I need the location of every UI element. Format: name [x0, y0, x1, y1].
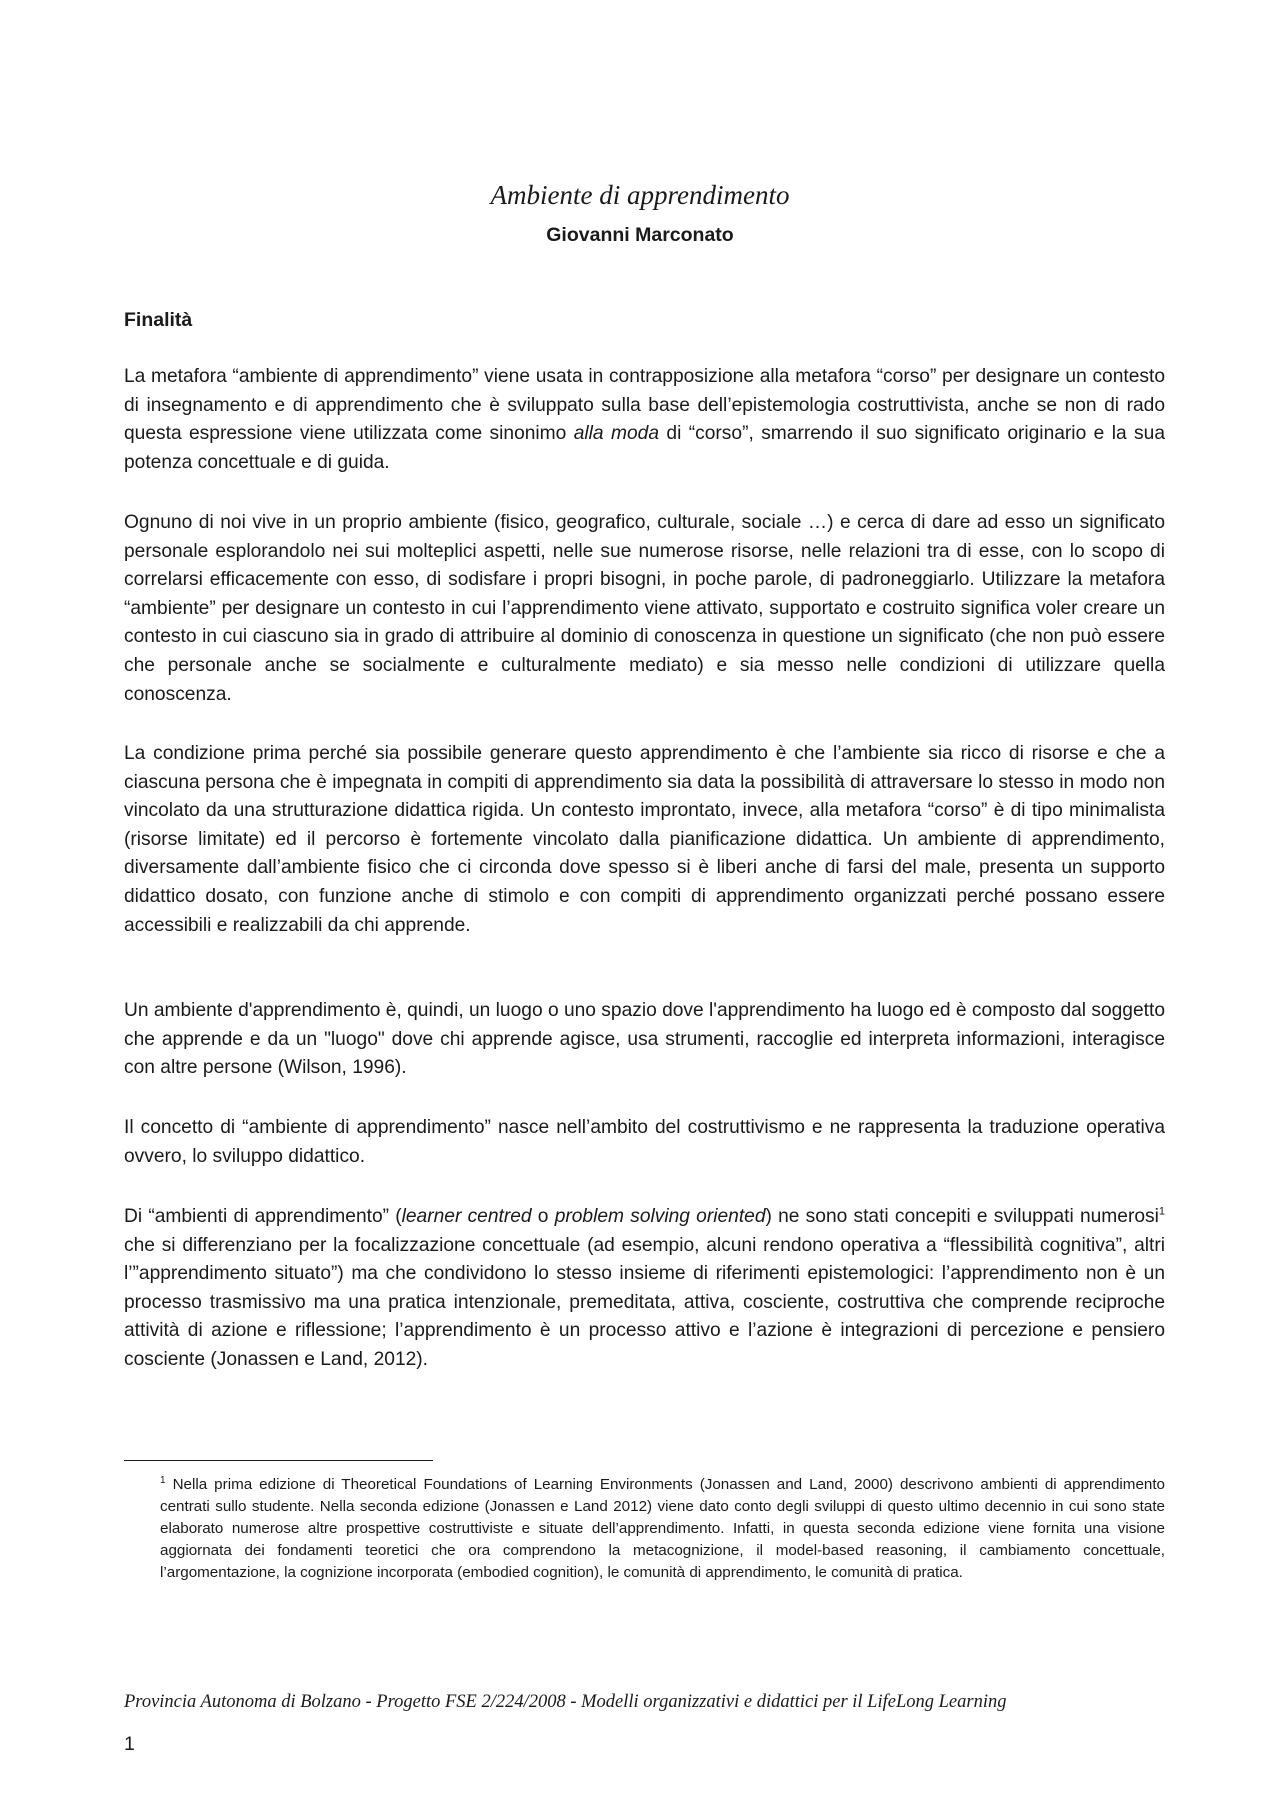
footnote-text: Nella prima edizione di Theoretical Foundations of Learning Environments (Jonassen and Land, 2000) descrivono ambienti di apprendimento centrati sullo studente. Nella seconda edizione (Jonassen e Land 2012) viene dato conto degli sviluppi di questo ultimo decennio in cui sono state elaborato numerose altre prospettive costruttiviste e situate dell’apprendimento. Infatti, in questa seconda edizione viene fornita una visione aggiornata dei fondamenti teoretici che ora comprendono la metacognizione, il model-based reasoning, il cambiamento concettuale, l’argomentazione, la cognizione incorporata (embodied cognition), le comunità di apprendimento, le comunità di pratica.: [160, 1476, 1165, 1581]
paragraph-6: Di “ambienti di apprendimento” (learner centred o problem solving oriented) ne sono stati concepiti e sviluppati numerosi$^1$ che si differenziano per la focalizzazione concettuale (ad esempio, alcuni rendono operativa a “flessibilità cognitiva”, altri l’”apprendimento situato”) ma che condividono lo stesso insieme di riferimenti epistemologici: l’apprendimento non è un processo trasmissivo ma una pratica intenzionale, premeditata, attiva, cosciente, costruttiva che comprende reciproche attività di azione e riflessione; l’apprendimento è un processo attivo e l’azione è integrazioni di percezione e pensiero cosciente (Jonassen e Land, 2012).: [124, 1205, 1165, 1370]
document-title: Ambiente di apprendimento: [490, 180, 790, 210]
paragraph-5: Il concetto di “ambiente di apprendimento” nasce nell’ambito del costruttivismo e ne rappresenta la traduzione operativa ovvero, lo sviluppo didattico.: [124, 1117, 1165, 1167]
paragraph-3: La condizione prima perché sia possibile generare questo apprendimento è che l’ambiente sia ricco di risorse e che a ciascuna persona che è impegnata in compiti di apprendimento sia data la possibilità di attraversare lo stesso in modo non vincolato da una strutturazione didattica rigida. Un contesto improntato, invece, alla metafora “corso” è di tipo minimalista (risorse limitate) ed il percorso è fortemente vincolato dalla pianificazione didattica. Un ambiente di apprendimento, diversamente dall’ambiente fisico che ci circonda dove spesso si è liberi anche di farsi del male, presenta un supporto didattico dosato, con funzione anche di stimolo e con compiti di apprendimento organizzati perché possano essere accessibili e realizzabili da chi apprende.: [124, 743, 1165, 936]
paragraph-4: Un ambiente d'apprendimento è, quindi, un luogo o uno spazio dove l'apprendimento ha luogo ed è composto dal soggetto che apprende e da un "luogo" dove chi apprende agisce, usa strumenti, raccoglie ed interpreta informazioni, interagisce con altre persone (Wilson, 1996).: [124, 1000, 1165, 1079]
footnote-marker: 1: [160, 1474, 166, 1486]
page-footer: Provincia Autonoma di Bolzano - Progetto FSE 2/224/2008 - Modelli organizzativi e didattici per il LifeLong Learning: [124, 1692, 1007, 1712]
paragraph-1: La metafora “ambiente di apprendimento” viene usata in contrapposizione alla metafora “corso” per designare un contesto di insegnamento e di apprendimento che è sviluppato sulla base dell’epistemologia costruttivista, anche se non di rado questa espressione viene utilizzata come sinonimo alla moda di “corso”, smarrendo il suo significato originario e la sua potenza concettuale e di guida.: [124, 366, 1165, 473]
footnote-reference: 1: [1158, 1205, 1165, 1218]
section-heading: Finalità: [124, 309, 193, 331]
footnote: [160, 1474, 1165, 1584]
document-author: Giovanni Marconato: [546, 224, 734, 246]
footnote-separator: [124, 1460, 433, 1461]
paragraph-2: Ognuno di noi vive in un proprio ambiente (fisico, geografico, culturale, sociale …) e cerca di dare ad esso un significato personale esplorandolo nei sui molteplici aspetti, nelle sue numerose risorse, nelle relazioni tra di esse, con lo scopo di correlarsi efficacemente con esso, di sodisfare i propri bisogni, in poche parole, di padroneggiarlo. Utilizzare la metafora “ambiente” per designare un contesto in cui l’apprendimento viene attivato, supportato e costruito significa voler creare un contesto in cui ciascuno sia in grado di attribuire al dominio di conoscenza in questione un significato (che non può essere che personale anche se socialmente e culturalmente mediato) e sia messo nelle condizioni di utilizzare quella conoscenza.: [124, 512, 1165, 705]
page-number: 1: [124, 1733, 135, 1755]
